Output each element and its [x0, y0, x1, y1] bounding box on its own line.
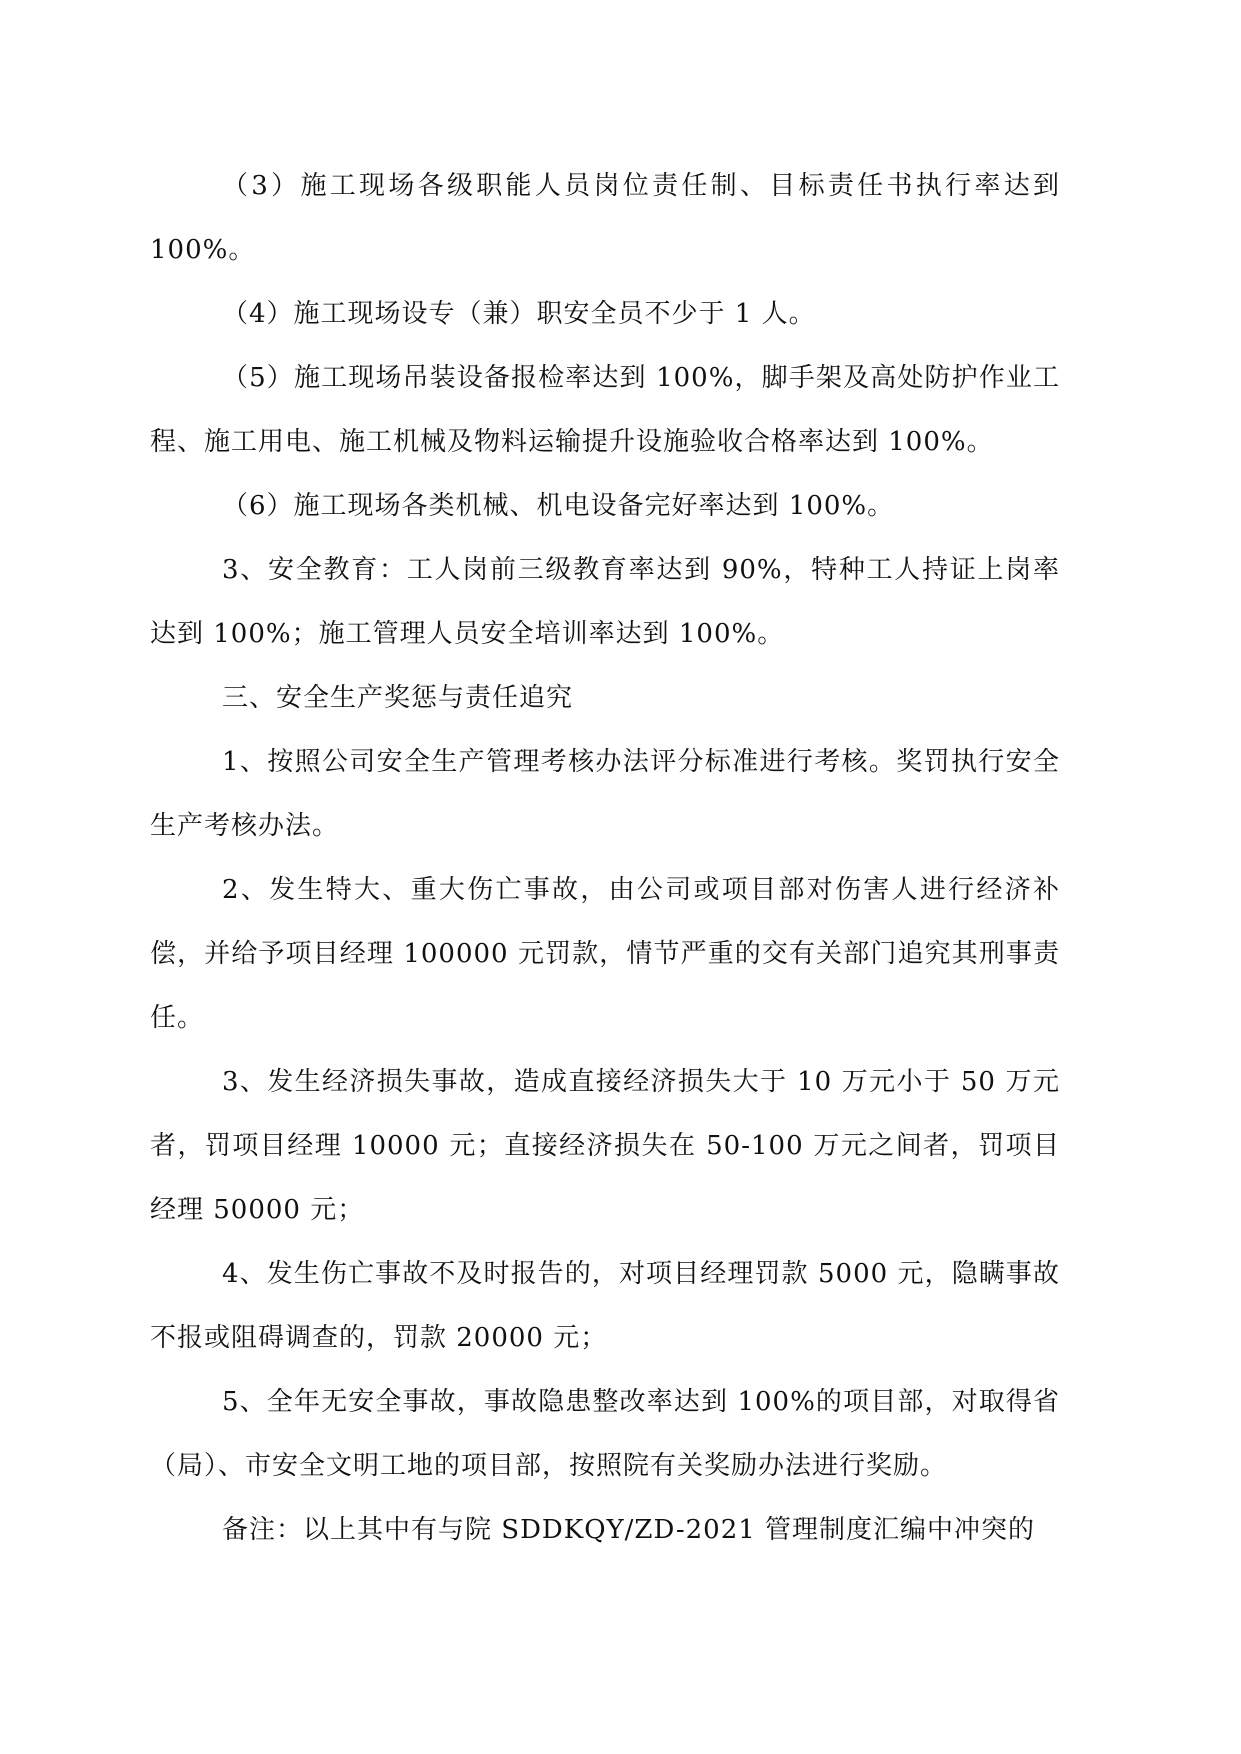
paragraph-remark: 备注：以上其中有与院 SDDKQY/ZD-2021 管理制度汇编中冲突的: [222, 1515, 1036, 1545]
paragraph-late-report: 4、发生伤亡事故不及时报告的，对项目经理罚款 5000 元，隐瞒事故不报或阻碍调查的，罚款 20000 元；: [150, 1259, 1060, 1353]
paragraph-reward: 5、全年无安全事故，事故隐患整改率达到 100%的项目部，对取得省（局）、市安全文明工地的项目部，按照院有关奖励办法进行奖励。: [150, 1387, 1060, 1481]
paragraph-economic-loss: 3、发生经济损失事故，造成直接经济损失大于 10 万元小于 50 万元者，罚项目经理 10000 元；直接经济损失在 50-100 万元之间者，罚项目经理 50000 元；: [150, 1067, 1060, 1225]
paragraph-assessment: 1、按照公司安全生产管理考核办法评分标准进行考核。奖罚执行安全生产考核办法。: [150, 747, 1060, 841]
paragraph-major-accident: 2、发生特大、重大伤亡事故，由公司或项目部对伤害人进行经济补偿，并给予项目经理 100000 元罚款，情节严重的交有关部门追究其刑事责任。: [150, 875, 1060, 1033]
paragraph-item-6-machinery-condition: （6）施工现场各类机械、机电设备完好率达到 100%。: [222, 491, 895, 521]
paragraph-item-3-duty-system: （3）施工现场各级职能人员岗位责任制、目标责任书执行率达到100%。: [150, 171, 1060, 265]
section-heading-rewards-penalties: 三、安全生产奖惩与责任追究: [222, 683, 574, 713]
paragraph-item-4-safety-officer: （4）施工现场设专（兼）职安全员不少于 1 人。: [222, 299, 816, 329]
paragraph-safety-education: 3、安全教育：工人岗前三级教育率达到 90%，特种工人持证上岗率达到 100%；施工管理人员安全培训率达到 100%。: [150, 555, 1060, 649]
paragraph-item-5-equipment-inspection: （5）施工现场吊装设备报检率达到 100%，脚手架及高处防护作业工程、施工用电、施工机械及物料运输提升设施验收合格率达到 100%。: [150, 363, 1060, 457]
document-body: [150, 154, 1060, 1562]
